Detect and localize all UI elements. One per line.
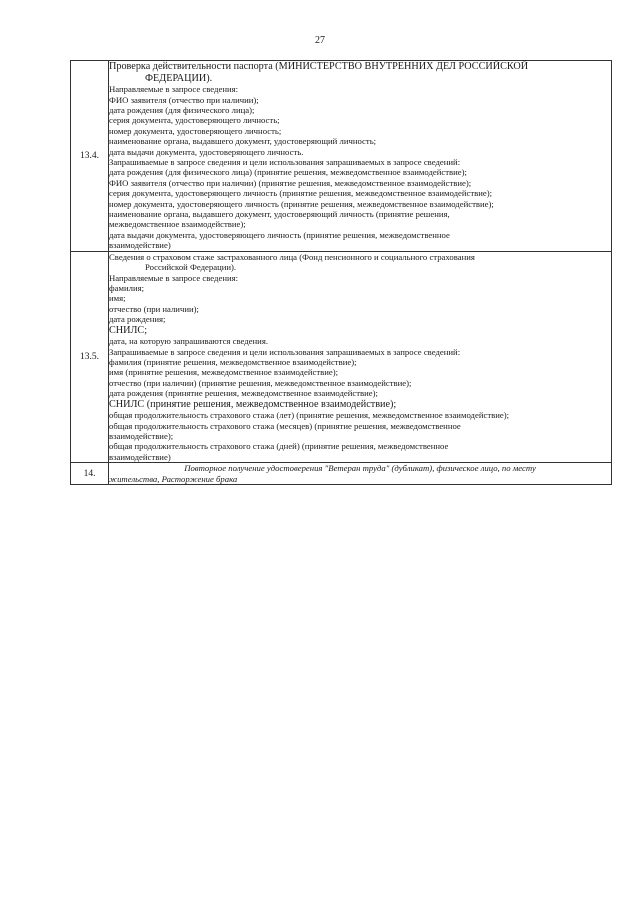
text-line: ФИО заявителя (отчество при наличии); — [109, 94, 259, 105]
text-line: дата, на которую запрашиваются сведения. — [109, 336, 268, 347]
text-line: общая продолжительность страхового стажа (месяцев) (принятие решения, межведомственное — [109, 420, 461, 431]
text-line: отчество (при наличии) (принятие решения, межведомственное взаимодействие); — [109, 377, 412, 388]
text-line: ФЕДЕРАЦИИ). — [145, 72, 213, 84]
text-line: Проверка действительности паспорта (МИНИСТЕРСТВО ВНУТРЕННИХ ДЕЛ РОССИЙСКОЙ — [109, 61, 529, 72]
text-line: Запрашиваемые в запросе сведения и цели использования запрашиваемых в запросе сведений: — [109, 157, 461, 168]
row-number: 13.5. — [71, 251, 109, 463]
text-line: взаимодействие) — [109, 451, 171, 462]
text-line: фамилия; — [109, 282, 145, 293]
text-line: Запрашиваемые в запросе сведения и цели использования запрашиваемых в запросе сведений: — [109, 346, 461, 357]
text-line: наименование органа, выдавшего документ, удостоверяющий личность; — [109, 136, 377, 147]
text-line: Повторное получение удостоверения "Ветеран труда" (дубликат), физическое лицо, по месту — [184, 463, 536, 474]
text-line: дата рождения (принятие решения, межведомственное взаимодействие); — [109, 388, 378, 399]
table-row — [71, 251, 612, 463]
text-line: Сведения о страховом стаже застрахованного лица (Фонд пенсионного и социального страхования — [109, 251, 475, 262]
text-line: взаимодействие); — [109, 430, 174, 441]
text-line: общая продолжительность страхового стажа (лет) (принятие решения, межведомственное взаимодействие); — [109, 410, 510, 421]
text-line: Российской Федерации). — [145, 262, 237, 273]
row-content — [109, 61, 612, 252]
text-line: имя; — [109, 293, 126, 304]
text-line: серия документа, удостоверяющего личность; — [109, 115, 280, 126]
row-content — [109, 251, 612, 463]
text-line: дата выдачи документа, удостоверяющего личность (принятие решения, межведомственное — [109, 229, 450, 240]
text-line: дата рождения (для физического лица); — [109, 105, 255, 115]
text-line: фамилия (принятие решения, межведомственное взаимодействие); — [109, 356, 357, 367]
text-line: Направляемые в запросе сведения: — [109, 272, 239, 283]
text-line: отчество (при наличии); — [109, 303, 199, 314]
text-line: СНИЛС; — [109, 324, 148, 336]
text-line: серия документа, удостоверяющего личность (принятие решения, межведомственное взаимодействие); — [109, 188, 493, 199]
text-line: номер документа, удостоверяющего личность; — [109, 125, 282, 136]
page-number: 27 — [315, 35, 325, 46]
text-line: ФИО заявителя (отчество при наличии) (принятие решения, межведомственное взаимодействие); — [109, 177, 472, 188]
text-line: дата выдачи документа, удостоверяющего личность. — [109, 146, 304, 157]
table-row — [71, 463, 612, 485]
text-line: Направляемые в запросе сведения: — [109, 84, 239, 95]
text-line: номер документа, удостоверяющего личность (принятие решения, межведомственное взаимодействие); — [109, 198, 494, 209]
text-line: взаимодействие) — [109, 240, 171, 251]
text-line: общая продолжительность страхового стажа (дней) (принятие решения, межведомственное — [109, 441, 449, 452]
text-line: имя (принятие решения, межведомственное взаимодействие); — [109, 367, 339, 378]
text-line: дата рождения; — [109, 314, 166, 325]
text-line: межведомственное взаимодействие); — [109, 219, 246, 230]
table-row — [71, 61, 612, 252]
row-number: 13.4. — [71, 61, 109, 252]
text-line: дата рождения (для физического лица) (принятие решения, межведомственное взаимодействие); — [109, 167, 467, 178]
text-line: жительства, Расторжение брака — [109, 473, 238, 484]
row-number: 14. — [71, 463, 109, 485]
row-content — [109, 463, 612, 485]
text-line: СНИЛС (принятие решения, межведомственное взаимодействие); — [109, 398, 397, 410]
text-line: наименование органа, выдавшего документ, удостоверяющий личность (принятие решения, — [109, 209, 450, 220]
requests-table — [70, 60, 612, 485]
